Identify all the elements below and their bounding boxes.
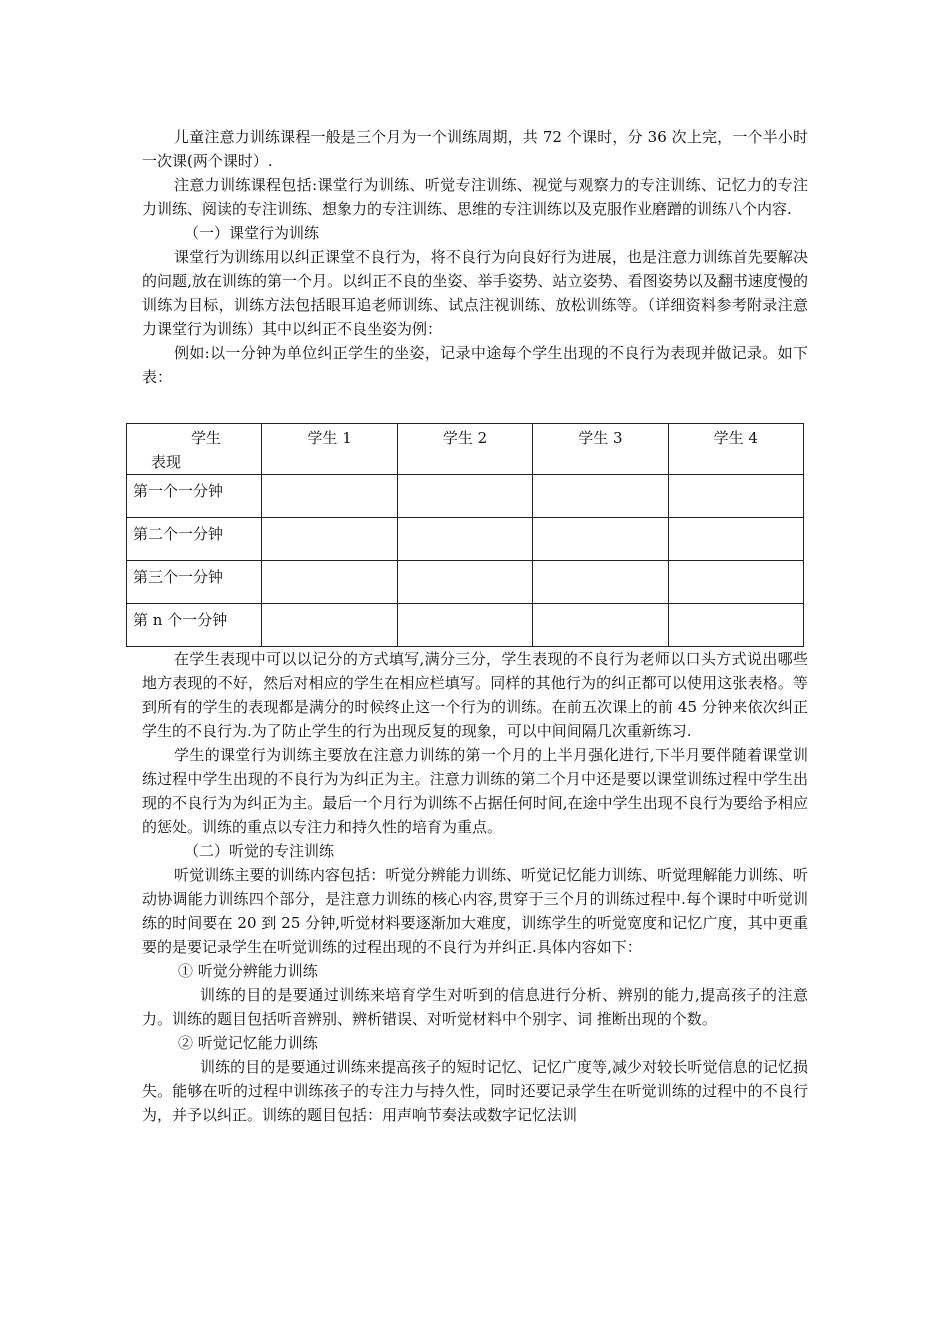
section2-heading: （二）听觉的专注训练 <box>184 842 335 860</box>
item1-body: 训练的目的是要通过训练来培育学生对听到的信息进行分析、辨别的能力,提高孩子的注意力。训练的题目包括听音辨别、辨析错误、对听觉材料中个别字、词 推断出现的个数。 <box>142 986 808 1028</box>
table-cell <box>262 475 397 518</box>
paragraph-course-duration: 儿童注意力训练课程一般是三个月为一个训练周期，共 72 个课时，分 36 次上完，一个半小时一次课(两个课时）. <box>142 128 808 170</box>
table-cell <box>533 475 668 518</box>
corner-label-student: 学生 <box>191 429 222 447</box>
table-cell <box>533 518 668 561</box>
table-cell <box>397 561 532 604</box>
section1-heading: （一）课堂行为训练 <box>184 224 320 242</box>
paragraph-classroom-behavior: 课堂行为训练用以纠正课堂不良行为，将不良行为向良好行为进展，也是注意力训练首先要解决的问题,放在训练的第一个月。以纠正不良的坐姿、举手姿势、站立姿势、看图姿势以及翻书速度慢的训练为目标，训练方法包括眼耳追老师训练、试点注视训练、放松训练等。（详细资料参考附录注意力课堂行为训练）其中以纠正不良坐姿为例： <box>142 248 808 338</box>
table-cell <box>668 561 803 604</box>
column-header: 学生 3 <box>533 424 668 475</box>
item1-heading: ① 听觉分辨能力训练 <box>178 962 318 980</box>
table-row <box>127 518 804 561</box>
table-row <box>127 561 804 604</box>
table-cell <box>533 604 668 647</box>
behavior-record-table <box>126 423 804 647</box>
row-label: 第二个一分钟 <box>127 518 262 561</box>
row-label: 第一个一分钟 <box>127 475 262 518</box>
column-header: 学生 2 <box>397 424 532 475</box>
paragraph-schedule: 学生的课堂行为训练主要放在注意力训练的第一个月的上半月强化进行,下半月要伴随着课堂训练过程中学生出现的不良行为为纠正为主。注意力训练的第二个月中还是要以课堂训练过程中学生出现的不良行为为纠正为主。最后一个月行为训练不占据任何时间,在途中学生出现不良行为要给予相应的惩处。训练的重点以专注力和持久性的培育为重点。 <box>142 746 808 836</box>
row-label: 第三个一分钟 <box>127 561 262 604</box>
table-cell <box>397 475 532 518</box>
table-cell <box>668 475 803 518</box>
table-cell <box>533 561 668 604</box>
table-corner-cell <box>127 424 262 475</box>
paragraph-example: 例如:以一分钟为单位纠正学生的坐姿，记录中途每个学生出现的不良行为表现并做记录。如下表： <box>142 344 808 386</box>
table-cell <box>262 518 397 561</box>
table-cell <box>668 518 803 561</box>
table-cell <box>397 518 532 561</box>
table-row <box>127 475 804 518</box>
item2-heading: ② 听觉记忆能力训练 <box>178 1034 318 1052</box>
table-header-row <box>127 424 804 475</box>
row-label: 第 n 个一分钟 <box>127 604 262 647</box>
intro-block <box>142 125 808 389</box>
paragraph-course-content: 注意力训练课程包括:课堂行为训练、听觉专注训练、视觉与观察力的专注训练、记忆力的专注力训练、阅读的专注训练、想象力的专注训练、思维的专注训练以及克服作业磨蹭的训练八个内容. <box>142 176 808 218</box>
table-row <box>127 604 804 647</box>
corner-label-performance: 表现 <box>151 453 182 471</box>
table-cell <box>262 561 397 604</box>
column-header: 学生 1 <box>262 424 397 475</box>
paragraph-auditory-overview: 听觉训练主要的训练内容包括：听觉分辨能力训练、听觉记忆能力训练、听觉理解能力训练、听动协调能力训练四个部分，是注意力训练的核心内容,贯穿于三个月的训练过程中.每个课时中听觉训练的时间要在 20 到 25 分钟,听觉材料要逐渐加大难度，训练学生的听觉宽度和记忆广度，其中更重要的是要记录学生在听觉训练的过程出现的不良行为并纠正.具体内容如下： <box>142 866 808 956</box>
table-cell <box>262 604 397 647</box>
main-block <box>142 647 808 1127</box>
item2-body: 训练的目的是要通过训练来提高孩子的短时记忆、记忆广度等,减少对较长听觉信息的记忆损失。能够在听的过程中训练孩子的专注力与持久性，同时还要记录学生在听觉训练的过程中的不良行为，并予以纠正。训练的题目包括：用声响节奏法或数字记忆法训 <box>142 1058 808 1124</box>
table-cell <box>668 604 803 647</box>
paragraph-scoring: 在学生表现中可以以记分的方式填写,满分三分，学生表现的不良行为老师以口头方式说出哪些地方表现的不好，然后对相应的学生在相应栏填写。同样的其他行为的纠正都可以使用这张表格。等到所有的学生的表现都是满分的时候终止这一个行为的训练。在前五次课上的前 45 分钟来依次纠正学生的不良行为.为了防止学生的行为出现反复的现象，可以中间间隔几次重新练习. <box>142 650 808 740</box>
table-cell <box>397 604 532 647</box>
column-header: 学生 4 <box>668 424 803 475</box>
